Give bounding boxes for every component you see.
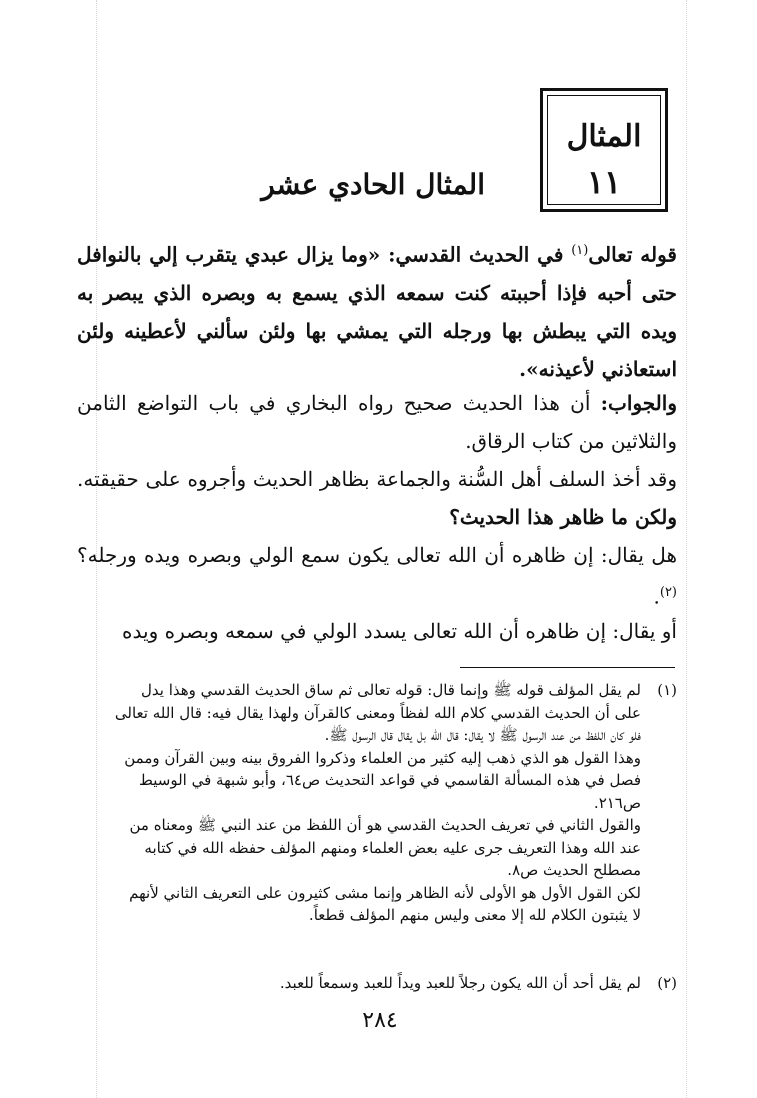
question-text: في الحديث القدسي: «وما يزال عبدي يتقرب إلي بالنوافل حتى أحبه فإذا أحببته كنت سمعه الذي يسمع به وبصره الذي يبصر به ويده التي يبطش بها ورجله التي يمشي بها ولئن سألني لأعطينه ولئن استعاذني لأعيذنه». <box>77 242 677 381</box>
question-paragraph <box>77 232 677 388</box>
footnote-2 <box>77 972 677 995</box>
footnote-separator <box>460 667 675 668</box>
footnote-1 <box>77 679 677 927</box>
footnote-ref-2: (٢) <box>659 585 677 600</box>
salaf-text: وقد أخذ السلف أهل السُّنة والجماعة بظاهر الحديث وأجروه على حقيقته. <box>77 467 677 491</box>
answer-paragraph <box>77 384 677 460</box>
footnote-ref-1: (١) <box>571 243 589 258</box>
answer-label: والجواب: <box>600 391 677 415</box>
page-number: ٢٨٤ <box>362 1008 398 1033</box>
footnote-line: لم يقل أحد أن الله يكون رجلاً للعبد ويداً للعبد وسمعاً للعبد. <box>279 974 641 992</box>
footnote-line: لا يثبتون الكلام لله إلا معنى وليس منهم المؤلف قطعاً. <box>308 906 641 924</box>
option1-text: هل يقال: إن ظاهره أن الله تعالى يكون سمع الولي وبصره ويده ورجله؟ <box>77 543 677 567</box>
footnote-line: فلو كان اللفظ من عند الرسول ﷺ لا يقال: قال الله بل يقال قال الرسول ﷺ. <box>324 726 641 744</box>
footnote-line: والقول الثاني في تعريف الحديث القدسي هو أن اللفظ من عند النبي ﷺ ومعناه من <box>129 816 641 834</box>
salaf-question: ولكن ما ظاهر هذا الحديث؟ <box>449 505 677 529</box>
question-prefix: قوله تعالى <box>588 242 677 267</box>
footnote-line: عند الله وهذا التعريف جرى عليه بعض العلماء ومنهم المؤلف حفظه الله في كتابه <box>144 838 641 857</box>
footnote-line: مصطلح الحديث ص٨. <box>507 861 641 879</box>
footnote-line: على أن الحديث القدسي كلام الله لفظاً ومعنى كالقرآن ولهذا يقال فيه: قال الله تعالى <box>114 703 641 722</box>
salaf-paragraph <box>77 460 677 536</box>
footnote-number: (١) <box>657 681 677 699</box>
footnote-line: ص٢١٦. <box>593 793 641 812</box>
example-box-label: المثال <box>566 119 642 154</box>
answer-text: أن هذا الحديث صحيح رواه البخاري في باب التواضع الثامن والثلاثين من كتاب الرقاق. <box>77 391 677 453</box>
option2-text: أو يقال: إن ظاهره أن الله تعالى يسدد الولي في سمعه وبصره ويده <box>122 619 677 643</box>
footnote-line: فصل في هذه المسألة القاسمي في قواعد التحديث ص٦٤، وأبو شبهة في الوسيط <box>139 771 641 789</box>
scan-dotted-line <box>686 0 687 1098</box>
footnote-body <box>77 679 641 927</box>
option2-paragraph <box>77 612 677 650</box>
footnote-line: لكن القول الأول هو الأولى لأنه الظاهر وإنما مشى كثيرون على التعريف الثاني لأنهم <box>129 883 641 902</box>
footnote-number: (٢) <box>657 974 677 992</box>
option1-paragraph <box>77 536 677 616</box>
footnote-body <box>77 972 641 995</box>
example-box-number: ١١ <box>586 163 622 201</box>
chapter-title: المثال الحادي عشر <box>261 168 485 201</box>
option1-tail: . <box>653 584 660 609</box>
footnote-line: وهذا القول هو الذي ذهب إليه كثير من العلماء وذكروا الفروق بينه وبين القرآن وممن <box>124 748 641 767</box>
footnote-line: لم يقل المؤلف قوله ﷺ وإنما قال: قوله تعالى ثم ساق الحديث القدسي وهذا يدل <box>141 681 641 699</box>
example-number-box <box>540 88 668 212</box>
